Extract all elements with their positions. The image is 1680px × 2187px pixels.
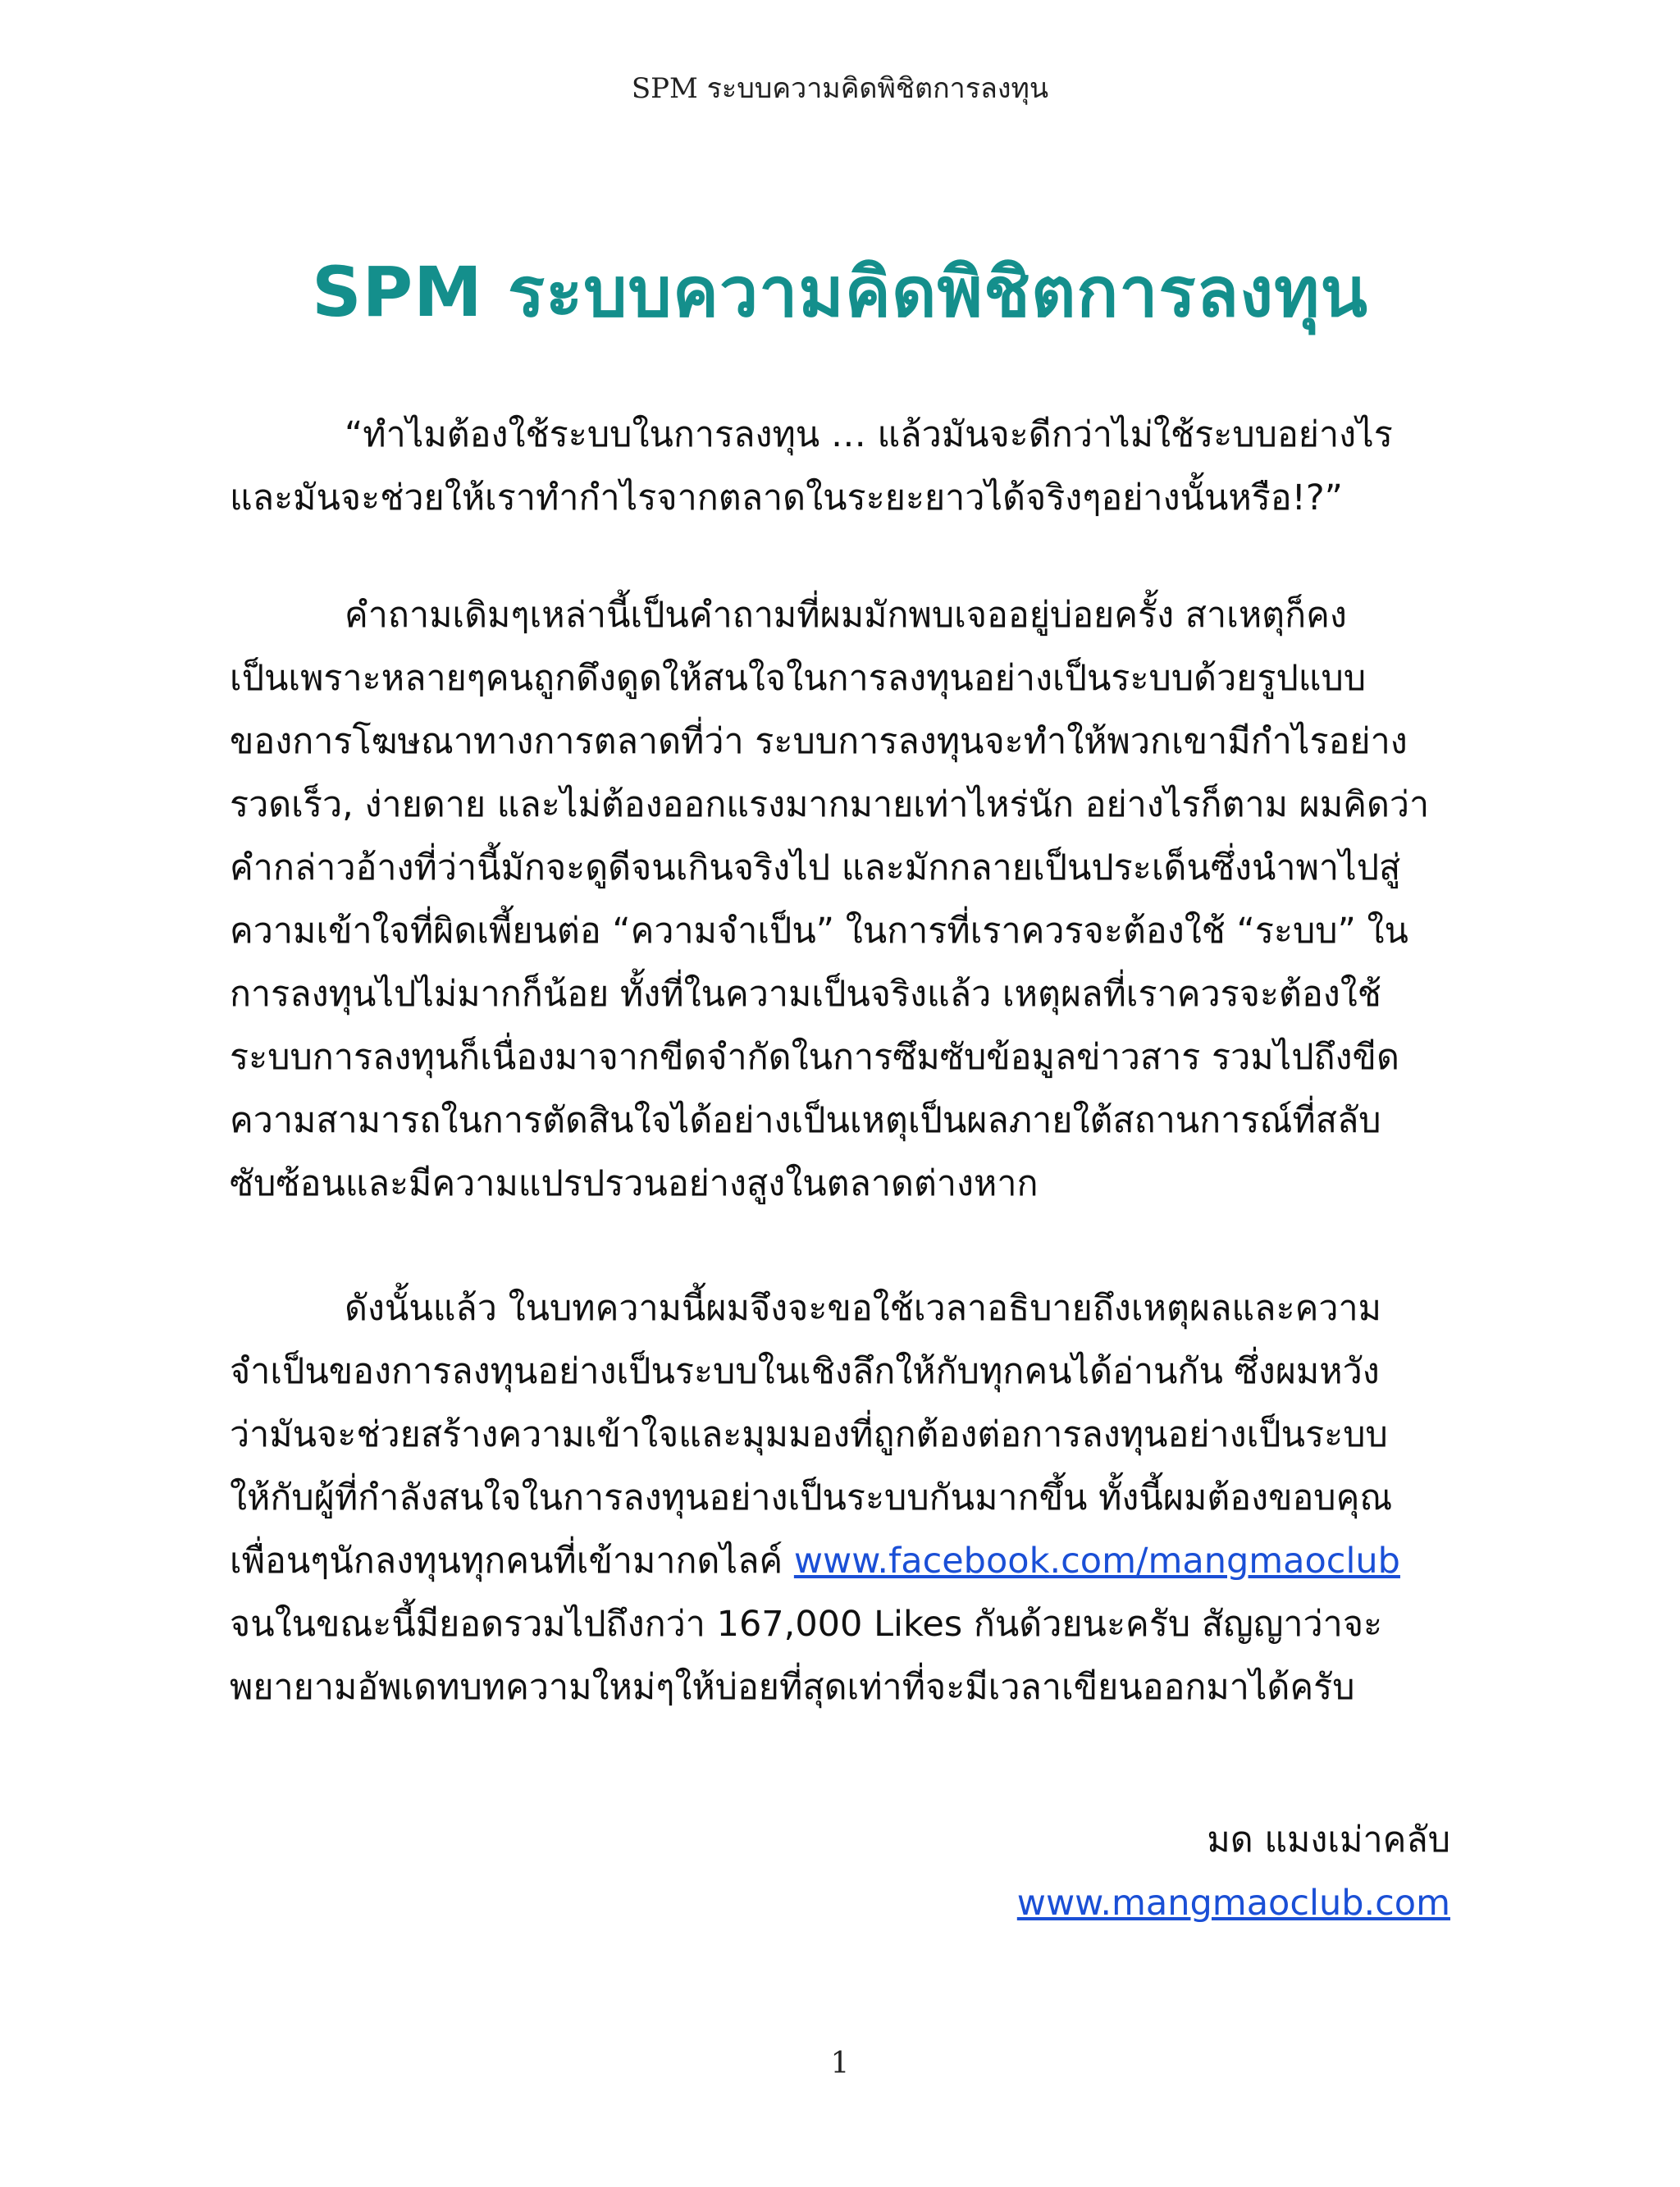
paragraph-line: ความสามารถในการตัดสินใจได้อย่างเป็นเหตุเป็นผลภายใต้สถานการณ์ที่สลับ <box>230 1100 1381 1141</box>
paragraph-line: คำถามเดิมๆเหล่านี้เป็นคำถามที่ผมมักพบเจออยู่บ่อยครั้ง สาเหตุก็คง <box>345 595 1347 636</box>
paragraph-line: พยายามอัพเดทบทความใหม่ๆให้บ่อยที่สุดเท่าที่จะมีเวลาเขียนออกมาได้ครับ <box>230 1667 1355 1708</box>
paragraph-line: ดังนั้นแล้ว ในบทความนี้ผมจึงจะขอใช้เวลาอธิบายถึงเหตุผลและความ <box>345 1288 1381 1329</box>
author-name: มด แมงเม่าคลับ <box>1207 1819 1450 1861</box>
paragraph-line: “ทำไมต้องใช้ระบบในการลงทุน … แล้วมันจะดีกว่าไม่ใช้ระบบอย่างไร <box>345 414 1393 455</box>
paragraph-line: และมันจะช่วยให้เราทำกำไรจากตลาดในระยะยาวได้จริงๆอย่างนั้นหรือ!?” <box>230 477 1343 518</box>
paragraph-line: การลงทุนไปไม่มากก็น้อย ทั้งที่ในความเป็นจริงแล้ว เหตุผลที่เราควรจะต้องใช้ <box>230 974 1381 1015</box>
paragraph-line: ซับซ้อนและมีความแปรปรวนอย่างสูงในตลาดต่างหาก <box>230 1163 1039 1204</box>
paragraph-line: ของการโฆษณาทางการตลาดที่ว่า ระบบการลงทุนจะทำให้พวกเขามีกำไรอย่าง <box>230 721 1408 762</box>
paragraph-line: เป็นเพราะหลายๆคนถูกดึงดูดให้สนใจในการลงทุนอย่างเป็นระบบด้วยรูปแบบ <box>230 658 1367 699</box>
facebook-link[interactable]: www.facebook.com/mangmaoclub <box>793 1541 1400 1582</box>
paragraph-closing <box>230 1277 1460 1719</box>
paragraph-intro-question <box>230 404 1460 530</box>
paragraph-line: ระบบการลงทุนก็เนื่องมาจากขีดจำกัดในการซึมซับข้อมูลข่าวสาร รวมไปถึงขีด <box>230 1037 1399 1078</box>
signature-block <box>1017 1809 1450 1935</box>
paragraph-line: จำเป็นของการลงทุนอย่างเป็นระบบในเชิงลึกให้กับทุกคนได้อ่านกัน ซึ่งผมหวัง <box>230 1351 1380 1392</box>
paragraph-line: ให้กับผู้ที่กำลังสนใจในการลงทุนอย่างเป็นระบบกันมากขึ้น ทั้งนี้ผมต้องขอบคุณ <box>230 1477 1393 1518</box>
document-title: SPM ระบบความคิดพิชิตการลงทุน <box>312 252 1368 332</box>
link-line-prefix: เพื่อนๆนักลงทุนทุกคนที่เข้ามากดไลค์ <box>230 1541 794 1582</box>
paragraph-line: จนในขณะนี้มียอดรวมไปถึงกว่า 167,000 Likes กันด้วยนะครับ สัญญาว่าจะ <box>230 1604 1383 1645</box>
paragraph-line: รวดเร็ว, ง่ายดาย และไม่ต้องออกแรงมากมายเท่าไหร่นัก อย่างไรก็ตาม ผมคิดว่า <box>230 784 1430 825</box>
website-link[interactable]: www.mangmaoclub.com <box>1016 1883 1450 1924</box>
paragraph-line: ความเข้าใจที่ผิดเพี้ยนต่อ “ความจำเป็น” ในการที่เราควรจะต้องใช้ “ระบบ” ใน <box>230 911 1408 952</box>
paragraph-line-with-link <box>230 1530 1460 1593</box>
paragraph-line: ว่ามันจะช่วยสร้างความเข้าใจและมุมมองที่ถูกต้องต่อการลงทุนอย่างเป็นระบบ <box>230 1414 1388 1455</box>
paragraph-line: คำกล่าวอ้างที่ว่านี้มักจะดูดีจนเกินจริงไป และมักกลายเป็นประเด็นซึ่งนำพาไปสู่ <box>230 847 1401 888</box>
paragraph-explanation <box>230 584 1460 1216</box>
page-number: 1 <box>830 2047 850 2080</box>
running-header: SPM ระบบความคิดพิชิตการลงทุน <box>631 72 1049 105</box>
